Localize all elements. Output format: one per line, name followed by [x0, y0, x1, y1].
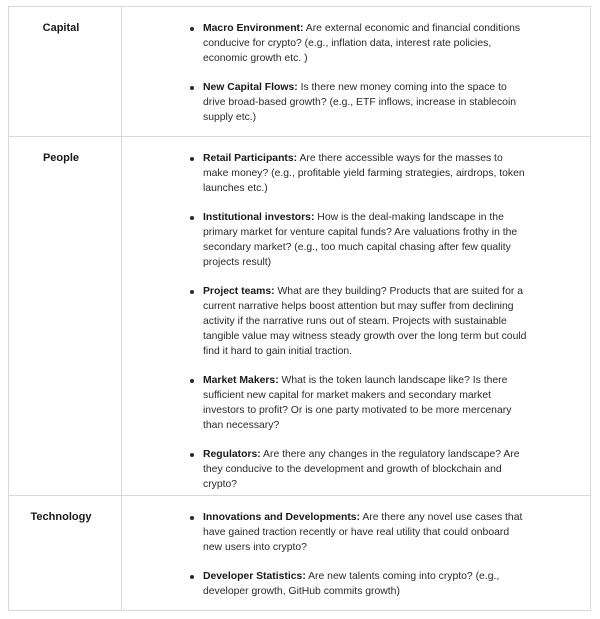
bullet-dot-icon [190, 453, 194, 457]
item-term: Macro Environment: [203, 23, 304, 34]
item-term: Innovations and Developments: [203, 512, 361, 523]
item-text: What are they building? Products that are suited for a current narrative helps boost attention but may suffer from declining activity if the narrative runs out of steam. Projects with sustainable tangible value may witness steady growth over the long term but could find it hard to gain initial traction. [203, 286, 527, 357]
item-text: Are there accessible ways for the masses to make money? (e.g., profitable yield farming strategies, airdrops, token launches etc.) [203, 153, 525, 194]
item-term: Regulators: [203, 449, 261, 460]
row-label-people: People [42, 152, 80, 164]
bullet-dot-icon [190, 379, 194, 383]
list-item [203, 80, 528, 125]
bullet-dot-icon [190, 575, 194, 579]
bullet-dot-icon [190, 157, 194, 161]
bullet-dot-icon [190, 216, 194, 220]
item-text: Are new talents coming into crypto? (e.g., developer growth, GitHub commits growth) [203, 571, 500, 597]
row-label-technology: Technology [30, 511, 92, 523]
column-divider [121, 7, 122, 610]
item-term: New Capital Flows: [203, 82, 298, 93]
item-term: Market Makers: [203, 375, 279, 386]
list-item [203, 510, 528, 555]
list-item [203, 284, 528, 359]
list-item [203, 151, 528, 196]
bullet-dot-icon [190, 516, 194, 520]
bullet-dot-icon [190, 290, 194, 294]
list-item [203, 373, 528, 433]
technology-list [203, 510, 528, 613]
item-text: Are external economic and financial conditions conducive for crypto? (e.g., inflation data, interest rate policies, economic growth etc. ) [203, 23, 521, 64]
item-text: Are there any changes in the regulatory landscape? Are they conducive to the development and growth of blockchain and crypto? [203, 449, 520, 490]
item-text: Is there new money coming into the space to drive broad-based growth? (e.g., ETF inflows, increase in stablecoin supply etc.) [203, 82, 517, 123]
item-text: Are there any novel use cases that have gained traction recently or have real utility that could onboard new users into crypto? [203, 512, 523, 553]
bullet-dot-icon [190, 27, 194, 31]
list-item [203, 210, 528, 270]
item-text: How is the deal-making landscape in the primary market for venture capital funds? Are valuations frothy in the secondary market? (e.g., too much capital chasing after few quality projects result) [203, 212, 518, 268]
bullet-dot-icon [190, 86, 194, 90]
item-term: Retail Participants: [203, 153, 298, 164]
item-term: Institutional investors: [203, 212, 315, 223]
framework-table [8, 6, 591, 611]
row-label-capital: Capital [42, 22, 80, 34]
item-term: Project teams: [203, 286, 275, 297]
people-list [203, 151, 528, 506]
item-term: Developer Statistics: [203, 571, 306, 582]
list-item [203, 569, 528, 599]
list-item [203, 447, 528, 492]
list-item [203, 21, 528, 66]
capital-list [203, 21, 528, 139]
item-text: What is the token launch landscape like? Is there sufficient new capital for market makers and secondary market investors to profit? Or is one party motivated to be more mercenary than necessary? [203, 375, 512, 431]
